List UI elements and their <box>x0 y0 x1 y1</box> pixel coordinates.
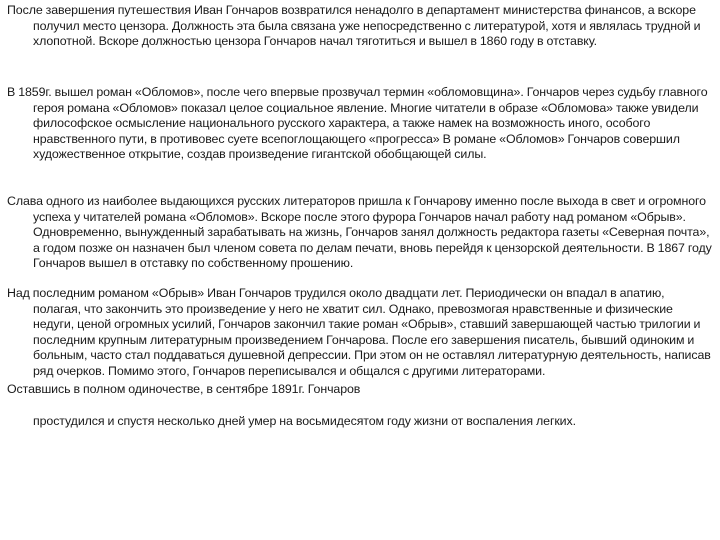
paragraph-final-years: Оставшись в полном одиночестве, в сентябре 1891г. Гончаров <box>7 382 361 396</box>
paragraph-fame-and-obryv: Слава одного из наиболее выдающихся русских литераторов пришла к Гончарову именно после выхода в свет и огромного успеха у читателей романа «Обломов». Вскоре после этого фурора Гончаров начал работу над романом «Обрыв». Одновременно, вынужденный зарабатывать на жизнь, Гончаров занял должность редактора газеты «Северная почта», а годом позже он назначен был членом совета по делам печати, вновь перейдя к цензорской деятельности. В 1867 году Гончаров вышел в отставку по собственному прошению. <box>7 194 712 271</box>
paragraph-censor-service: После завершения путешествия Иван Гончаров возвратился ненадолго в департамент министерства финансов, а вскоре получил место цензора. Должность эта была связана уже непосредственно с литературой, хотя и являлась трудной и хлопотной. Вскоре должностью цензора Гончаров начал тяготиться и вышел в 1860 году в отставку. <box>7 3 701 49</box>
paragraph-last-novel: Над последним романом «Обрыв» Иван Гончаров трудился около двадцати лет. Периодически он впадал в апатию, полагая, что закончить это произведение у него не хватит сил. Однако, превозмогая нравственные и физические недуги, ценой огромных усилий, Гончаров закончил такие роман «Обрыв», ставший завершающей частью трилогии и последним крупным литературным произведением Гончарова. После его завершения писатель, бывший одиноким и больным, часто стал поддаваться душевной депрессии. При этом он не оставлял литературную деятельность, написав ряд очерков. Помимо этого, Гончаров переписывался и общался с другими литераторами. <box>7 286 711 378</box>
paragraph-death: простудился и спустя несколько дней умер на восьмидесятом году жизни от воспаления легких. <box>33 414 576 428</box>
paragraph-oblomov-novel: В 1859г. вышел роман «Обломов», после чего впервые прозвучал термин «обломовщина». Гончаров через судьбу главного героя романа «Обломов» показал целое социальное явление. Многие читатели в образе «Обломова» также увидели философское осмысление национального русского характера, а также намек на возможность иного, особого нравственного пути, в противовес суете всепоглощающего «прогресса» В романе «Обломов» Гончаров совершил художественное открытие, создав произведение гигантской обобщающей силы. <box>7 85 708 162</box>
